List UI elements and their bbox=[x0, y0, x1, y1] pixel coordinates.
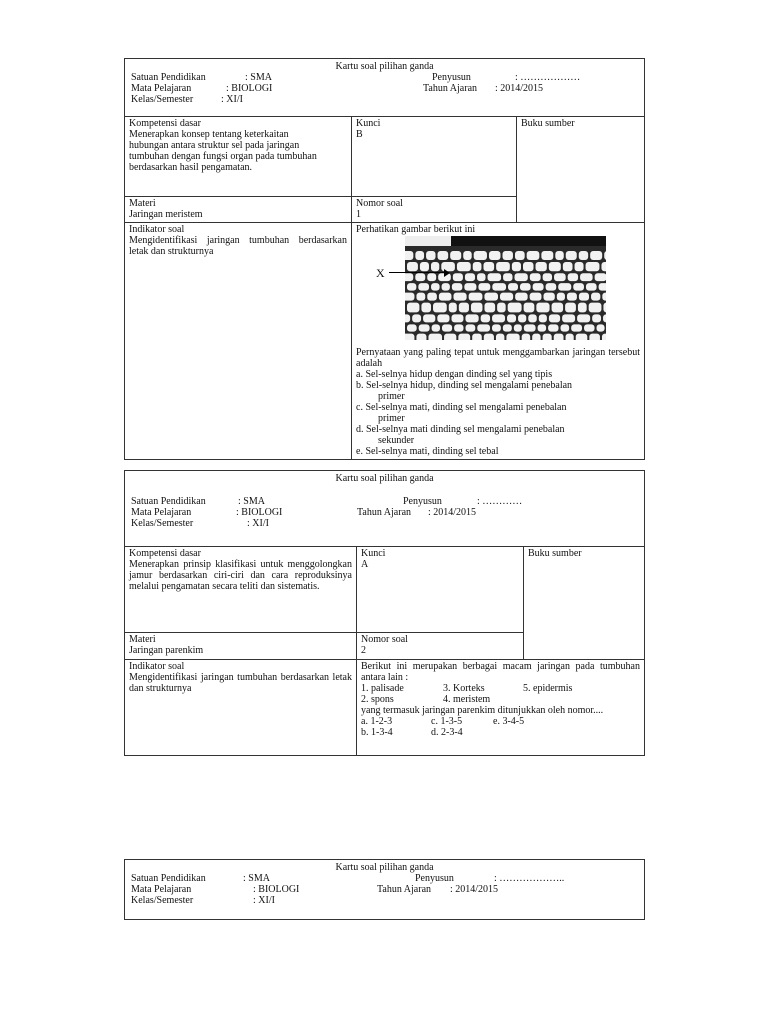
materi-cell bbox=[124, 632, 357, 660]
kelas-label: Kelas/Semester bbox=[131, 94, 194, 105]
kelas-value: : XI/I bbox=[253, 895, 275, 906]
tissue-cell bbox=[584, 324, 594, 331]
satuan-value: : SMA bbox=[243, 873, 270, 884]
tissue-cell bbox=[571, 324, 582, 331]
tissue-cell bbox=[541, 251, 553, 260]
tissue-cell bbox=[512, 262, 521, 271]
tissue-cell bbox=[599, 283, 606, 291]
buku-sumber-cell bbox=[523, 546, 645, 660]
tissue-cell bbox=[428, 334, 442, 340]
tissue-cell bbox=[508, 303, 522, 313]
kompetensi-text: Menerapkan prinsip klasifikasi untuk menggolongkan jamur berdasarkan ciri-ciri dan cara reproduksinya melalui pengamatan secara teliti dan sistematis. bbox=[129, 559, 352, 592]
tissue-cell bbox=[546, 283, 557, 291]
tissue-cell bbox=[562, 314, 575, 322]
tissue-cell bbox=[464, 283, 476, 291]
tissue-cell bbox=[597, 324, 605, 331]
tissue-cell bbox=[407, 324, 417, 331]
tissue-cell bbox=[580, 273, 593, 281]
tissue-cell bbox=[508, 283, 518, 291]
tissue-cell bbox=[427, 293, 437, 301]
tissue-cell bbox=[431, 262, 439, 271]
tissue-cell bbox=[463, 251, 471, 260]
mapel-label: Mata Pelajaran bbox=[131, 83, 192, 94]
tissue-cell bbox=[496, 334, 504, 340]
soal-question: yang termasuk jaringan parenkim ditunjukkan oleh nomor.... bbox=[361, 705, 604, 716]
satuan-label: Satuan Pendidikan bbox=[131, 496, 206, 507]
nomor-soal-value: 1 bbox=[356, 209, 361, 220]
tissue-cell bbox=[439, 293, 452, 301]
soal-question: Pernyataan yang paling tepat untuk menggambarkan jaringan tersebut adalah bbox=[356, 347, 640, 369]
kunci-cell bbox=[356, 546, 524, 633]
mapel-value: : BIOLOGI bbox=[236, 507, 283, 518]
tissue-cell bbox=[454, 324, 463, 331]
tissue-cell bbox=[407, 303, 419, 313]
tissue-cell bbox=[579, 293, 589, 301]
tissue-cell bbox=[471, 303, 483, 313]
tissue-cell bbox=[566, 251, 577, 260]
figure-pointer-label: X bbox=[376, 266, 385, 280]
tissue-cell bbox=[407, 283, 416, 291]
cells-drawing bbox=[405, 236, 606, 340]
tissue-cell bbox=[500, 293, 513, 301]
tissue-cell bbox=[555, 251, 563, 260]
tissue-cell bbox=[603, 303, 606, 313]
tissue-cell bbox=[488, 273, 502, 281]
tissue-cell bbox=[603, 314, 606, 322]
pointer-arrow-line bbox=[389, 272, 447, 273]
tissue-cell bbox=[538, 324, 547, 331]
option-d: d. Sel-selnya mati dinding sel mengalami penebalan bbox=[356, 424, 565, 435]
option-b: b. Sel-selnya hidup, dinding sel mengalami penebalan bbox=[356, 380, 573, 391]
tissue-cell bbox=[421, 303, 431, 313]
tissue-cell bbox=[515, 273, 528, 281]
materi-cell bbox=[124, 196, 352, 223]
penyusun-label: Penyusun bbox=[415, 873, 454, 884]
tissue-cell bbox=[416, 293, 425, 301]
tissue-cell bbox=[481, 314, 490, 322]
tissue-cell bbox=[601, 262, 606, 271]
tissue-cell bbox=[432, 324, 440, 331]
tissue-cell bbox=[427, 273, 436, 281]
tissue-cell bbox=[442, 283, 450, 291]
tissue-cell bbox=[524, 303, 535, 313]
nomor-soal-value: 2 bbox=[361, 645, 366, 656]
indikator-text: Mengidentifikasi jaringan tumbuhan berdasarkan letak dan strukturnya bbox=[129, 235, 347, 257]
tissue-cell bbox=[449, 303, 457, 313]
kunci-label: Kunci bbox=[356, 118, 381, 129]
question-card-2 bbox=[124, 470, 645, 547]
tissue-cell bbox=[528, 314, 536, 322]
mapel-value: : BIOLOGI bbox=[253, 884, 300, 895]
tissue-cell bbox=[514, 324, 522, 331]
tissue-cell bbox=[549, 262, 561, 271]
kompetensi-cell bbox=[124, 546, 357, 633]
nomor-soal-label: Nomor soal bbox=[361, 634, 408, 645]
buku-sumber-label: Buku sumber bbox=[521, 118, 575, 129]
tissue-cell bbox=[492, 314, 505, 322]
tissue-cell bbox=[442, 324, 452, 331]
tissue-cell bbox=[543, 334, 552, 340]
tissue-cell bbox=[543, 293, 554, 301]
penyusun-label: Penyusun bbox=[403, 496, 442, 507]
pointer-arrow-icon bbox=[444, 269, 450, 277]
tissue-cell bbox=[469, 293, 483, 301]
kunci-label: Kunci bbox=[361, 548, 386, 559]
tissue-cell bbox=[431, 283, 440, 291]
list-item-4: 4. meristem bbox=[443, 694, 491, 705]
indikator-label: Indikator soal bbox=[129, 224, 185, 235]
kompetensi-label: Kompetensi dasar bbox=[129, 118, 201, 129]
kelas-value: : XI/I bbox=[221, 94, 243, 105]
satuan-label: Satuan Pendidikan bbox=[131, 873, 206, 884]
kunci-value: A bbox=[361, 559, 369, 570]
tissue-cell bbox=[530, 273, 541, 281]
card-title: Kartu soal pilihan ganda bbox=[335, 61, 434, 72]
tissue-cell bbox=[452, 314, 464, 322]
tissue-cell bbox=[549, 314, 560, 322]
materi-value: Jaringan parenkim bbox=[129, 645, 204, 656]
tissue-cell bbox=[566, 334, 574, 340]
nomor-soal-cell bbox=[356, 632, 524, 660]
option-e: e. 3-4-5 bbox=[493, 716, 525, 727]
option-d-cont: sekunder bbox=[378, 435, 415, 446]
kompetensi-label: Kompetensi dasar bbox=[129, 548, 201, 559]
soal-intro: Berikut ini merupakan berbagai macam jaringan pada tumbuhan antara lain : bbox=[361, 661, 640, 683]
tissue-cell bbox=[563, 262, 573, 271]
tissue-cell bbox=[418, 283, 429, 291]
list-item-1: 1. palisade bbox=[361, 683, 404, 694]
option-d: d. 2-3-4 bbox=[431, 727, 463, 738]
penyusun-value: : ………… bbox=[477, 496, 523, 507]
tissue-cell bbox=[602, 293, 606, 301]
tissue-cell bbox=[492, 324, 501, 331]
tissue-cell bbox=[472, 334, 482, 340]
tissue-cell bbox=[405, 314, 410, 322]
indikator-text: Mengidentifikasi jaringan tumbuhan berdasarkan letak dan strukturnya bbox=[129, 672, 352, 694]
card-title: Kartu soal pilihan ganda bbox=[335, 473, 434, 484]
tissue-cell bbox=[554, 273, 566, 281]
tissue-cell bbox=[543, 273, 552, 281]
tissue-cell bbox=[565, 303, 576, 313]
tissue-cell bbox=[527, 251, 540, 260]
tissue-cell bbox=[604, 251, 606, 260]
tissue-cell bbox=[579, 251, 588, 260]
tissue-cell bbox=[589, 334, 600, 340]
mapel-label: Mata Pelajaran bbox=[131, 884, 192, 895]
tissue-cell bbox=[453, 293, 466, 301]
tissue-cell bbox=[539, 314, 547, 322]
tissue-cell bbox=[506, 334, 519, 340]
tissue-cell bbox=[477, 324, 490, 331]
tissue-cell bbox=[489, 251, 501, 260]
tissue-micrograph bbox=[405, 236, 606, 340]
materi-label: Materi bbox=[129, 198, 156, 209]
kelas-label: Kelas/Semester bbox=[131, 895, 194, 906]
tissue-cell bbox=[586, 262, 600, 271]
tissue-cell bbox=[561, 324, 570, 331]
penyusun-label: Penyusun bbox=[432, 72, 471, 83]
tissue-cell bbox=[558, 283, 571, 291]
tissue-cell bbox=[465, 273, 475, 281]
tahun-value: : 2014/2015 bbox=[450, 884, 499, 895]
tissue-cell bbox=[503, 273, 512, 281]
soal-cell bbox=[356, 659, 645, 756]
tissue-cell bbox=[578, 303, 587, 313]
tissue-cell bbox=[577, 314, 590, 322]
option-c: c. 1-3-5 bbox=[431, 716, 463, 727]
tissue-cell bbox=[420, 262, 429, 271]
tissue-cell bbox=[416, 334, 426, 340]
tissue-cell bbox=[438, 251, 449, 260]
tissue-cell bbox=[405, 251, 413, 260]
indikator-label: Indikator soal bbox=[129, 661, 185, 672]
tissue-cell bbox=[567, 293, 577, 301]
tissue-cell bbox=[474, 251, 487, 260]
tissue-cell bbox=[530, 293, 542, 301]
penyusun-value: : ……………….. bbox=[494, 873, 565, 884]
tissue-cell bbox=[576, 334, 588, 340]
tahun-label: Tahun Ajaran bbox=[357, 507, 412, 518]
tissue-cell bbox=[589, 303, 602, 313]
nomor-soal-label: Nomor soal bbox=[356, 198, 403, 209]
satuan-label: Satuan Pendidikan bbox=[131, 72, 206, 83]
tissue-cell bbox=[552, 303, 564, 313]
tissue-cell bbox=[591, 293, 600, 301]
materi-label: Materi bbox=[129, 634, 156, 645]
tissue-cell bbox=[484, 303, 495, 313]
tissue-cell bbox=[478, 283, 490, 291]
tissue-cell bbox=[484, 334, 494, 340]
tissue-cell bbox=[554, 334, 564, 340]
kompetensi-text: Menerapkan konsep tentang keterkaitan hubungan antara struktur sel pada jaringan tumbuhan dengan fungsi organ pada tumbuhan berdasarkan hasil pengamatan. bbox=[129, 129, 317, 173]
option-c-cont: primer bbox=[378, 413, 405, 424]
option-b-cont: primer bbox=[378, 391, 405, 402]
tissue-cell bbox=[586, 283, 597, 291]
tissue-cell bbox=[477, 273, 485, 281]
kelas-label: Kelas/Semester bbox=[131, 518, 194, 529]
tissue-cell bbox=[522, 334, 530, 340]
tissue-cell bbox=[405, 334, 414, 340]
tissue-cell bbox=[515, 293, 527, 301]
tahun-label: Tahun Ajaran bbox=[377, 884, 432, 895]
tissue-cell bbox=[405, 293, 414, 301]
option-b: b. 1-3-4 bbox=[361, 727, 393, 738]
tissue-cell bbox=[573, 283, 584, 291]
kelas-value: : XI/I bbox=[247, 518, 269, 529]
tissue-cell bbox=[520, 283, 531, 291]
tissue-cell bbox=[548, 324, 558, 331]
tahun-value: : 2014/2015 bbox=[428, 507, 477, 518]
tissue-cell bbox=[452, 283, 462, 291]
tissue-cell bbox=[492, 283, 506, 291]
tissue-cell bbox=[453, 273, 463, 281]
option-a: a. 1-2-3 bbox=[361, 716, 393, 727]
tissue-cell bbox=[459, 303, 469, 313]
tissue-cell bbox=[473, 262, 482, 271]
tissue-cell bbox=[412, 314, 421, 322]
option-e: e. Sel-selnya mati, dinding sel tebal bbox=[356, 446, 499, 457]
tissue-cell bbox=[595, 273, 606, 281]
buku-sumber-cell bbox=[516, 116, 645, 223]
penyusun-value: : ……………… bbox=[515, 72, 581, 83]
tissue-cell bbox=[575, 262, 584, 271]
tissue-cell bbox=[557, 293, 565, 301]
tissue-cell bbox=[536, 303, 549, 313]
list-item-5: 5. epidermis bbox=[523, 683, 573, 694]
tissue-cell bbox=[483, 262, 494, 271]
tissue-cell bbox=[503, 251, 513, 260]
tissue-cell bbox=[457, 262, 471, 271]
tissue-cell bbox=[592, 314, 601, 322]
tissue-cell bbox=[407, 262, 418, 271]
tissue-cell bbox=[465, 314, 478, 322]
tissue-cell bbox=[503, 324, 512, 331]
soal-intro: Perhatikan gambar berikut ini bbox=[356, 224, 476, 235]
satuan-value: : SMA bbox=[245, 72, 272, 83]
tahun-label: Tahun Ajaran bbox=[423, 83, 478, 94]
option-a: a. Sel-selnya hidup dengan dinding sel yang tipis bbox=[356, 369, 553, 380]
nomor-soal-cell bbox=[351, 196, 517, 223]
tissue-cell bbox=[444, 334, 456, 340]
option-c: c. Sel-selnya mati, dinding sel mengalami penebalan bbox=[356, 402, 567, 413]
indikator-cell bbox=[124, 222, 352, 460]
tissue-cell bbox=[518, 314, 526, 322]
tissue-cell bbox=[437, 314, 449, 322]
tissue-cell bbox=[458, 334, 470, 340]
tissue-cell bbox=[590, 251, 602, 260]
tissue-cell bbox=[497, 303, 506, 313]
tissue-cell bbox=[450, 251, 461, 260]
kompetensi-cell bbox=[124, 116, 352, 197]
tissue-cell bbox=[507, 314, 516, 322]
tissue-cell bbox=[423, 314, 435, 322]
tissue-cell bbox=[484, 293, 498, 301]
tissue-cell bbox=[533, 283, 544, 291]
tissue-cell bbox=[524, 324, 536, 331]
buku-sumber-label: Buku sumber bbox=[528, 548, 582, 559]
tissue-cell bbox=[532, 334, 540, 340]
kunci-cell bbox=[351, 116, 517, 197]
tissue-cell bbox=[405, 273, 413, 281]
tissue-cell bbox=[419, 324, 430, 331]
tissue-cell bbox=[515, 251, 525, 260]
tissue-cell bbox=[466, 324, 476, 331]
question-card-3 bbox=[124, 859, 645, 920]
materi-value: Jaringan meristem bbox=[129, 209, 203, 220]
kunci-value: B bbox=[356, 129, 363, 140]
satuan-value: : SMA bbox=[238, 496, 265, 507]
list-item-3: 3. Korteks bbox=[443, 683, 485, 694]
indikator-cell bbox=[124, 659, 357, 756]
tissue-cell bbox=[415, 251, 424, 260]
mapel-value: : BIOLOGI bbox=[226, 83, 273, 94]
card-title: Kartu soal pilihan ganda bbox=[335, 862, 434, 873]
tissue-cell bbox=[602, 334, 606, 340]
tissue-cell bbox=[536, 262, 547, 271]
tissue-cell bbox=[496, 262, 510, 271]
tissue-cell bbox=[426, 251, 435, 260]
tissue-cell bbox=[433, 303, 447, 313]
tissue-cell bbox=[568, 273, 578, 281]
mapel-label: Mata Pelajaran bbox=[131, 507, 192, 518]
tissue-cell bbox=[523, 262, 534, 271]
tahun-value: : 2014/2015 bbox=[495, 83, 544, 94]
tissue-cell bbox=[415, 273, 425, 281]
list-item-2: 2. spons bbox=[361, 694, 394, 705]
